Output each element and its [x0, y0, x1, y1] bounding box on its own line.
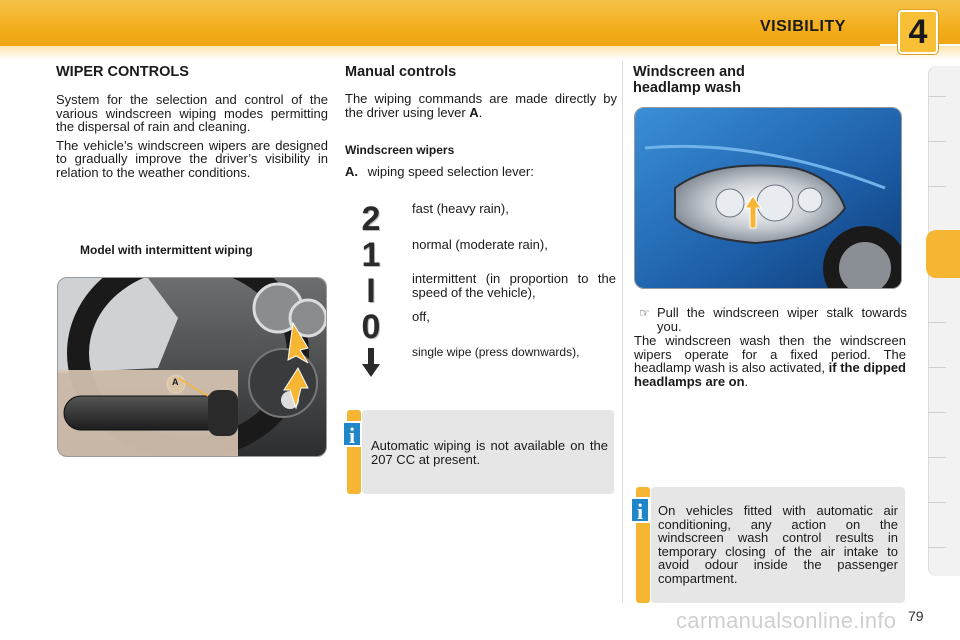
chapter-number: 4 [908, 12, 928, 51]
tab-divider [928, 457, 946, 458]
subheading-windscreen-wipers: Windscreen wipers [345, 143, 455, 157]
mode-row-off [345, 308, 617, 346]
intro-paragraph: System for the selection and control of the various windscreen wiping modes permitting the dispersal of rain and cleaning. [56, 92, 328, 134]
heading-wash [633, 64, 905, 96]
arrow-down-icon [361, 348, 381, 383]
tab-divider [928, 186, 946, 187]
chapter-tab-strip [928, 66, 960, 576]
model-caption: Model with intermittent wiping [80, 243, 253, 257]
heading-wash-line1: Windscreen and [633, 64, 745, 80]
heading-wiper-controls: WIPER CONTROLS [56, 64, 189, 80]
column-divider [622, 62, 623, 602]
headlamp-photo [634, 107, 902, 289]
steering-lever-photo [57, 277, 327, 457]
info-box-automatic-wiping [362, 410, 614, 494]
chapter-tab-active[interactable] [926, 230, 960, 278]
wash-paragraph-bold: if the dipped headlamps are on [634, 360, 906, 389]
info-box-air-intake [651, 487, 905, 603]
page-number: 79 [908, 608, 924, 624]
mode-row-normal [345, 236, 617, 274]
section-title: VISIBILITY [760, 18, 846, 35]
mode-single-wipe-text: single wipe (press downwards), [412, 345, 580, 359]
lever-description [345, 164, 617, 179]
manual-intro-end: . [478, 104, 483, 120]
bullet-pull-stalk-text: Pull the windscreen wiper stalk towards you. [657, 305, 907, 334]
wash-paragraph-text: The windscreen wash then the windscreen wipers operate for a fixed period. The headlamp wash is also activated, [634, 333, 906, 375]
heading-manual-controls: Manual controls [345, 64, 457, 80]
column-wash [633, 64, 905, 96]
design-paragraph: The vehicle’s windscreen wipers are designed to gradually improve the driver’s visibility in relation to the weather conditions. [56, 137, 328, 180]
column-manual-controls [345, 64, 617, 179]
lever-label: A. [345, 164, 358, 179]
lever-callout-letter: A [172, 377, 179, 387]
column-wiper-controls [56, 64, 328, 179]
tab-divider [928, 367, 946, 368]
manual-intro-text: The wiping commands are made directly by the driver using lever [345, 91, 617, 120]
mode-row-single-wipe [345, 346, 617, 380]
pointing-hand-icon: ☞ [639, 306, 650, 320]
mode-row-intermittent [345, 271, 617, 310]
speed-1-glyph: 1 [361, 236, 381, 274]
heading-wash-line2: headlamp wash [633, 80, 741, 96]
off-glyph: 0 [361, 308, 381, 346]
speed-2-glyph: 2 [361, 200, 381, 238]
header-fade [0, 46, 960, 60]
tab-divider [928, 322, 946, 323]
chapter-badge [898, 10, 938, 54]
intermittent-glyph: I [366, 272, 376, 310]
mode-fast-text: fast (heavy rain), [412, 201, 509, 216]
mode-off-text: off, [412, 309, 430, 324]
tab-divider [928, 96, 946, 97]
info-air-intake-text: On vehicles fitted with automatic air conditioning, any action on the windscreen wash control results in temporary closing of the air intake to avoid odour inside the passenger compartment. [658, 503, 898, 586]
tab-divider [928, 547, 946, 548]
watermark: carmanualsonline.info [676, 608, 897, 633]
info-icon: i [630, 497, 650, 523]
info-automatic-wiping-text: Automatic wiping is not available on the 207 CC at present. [371, 438, 608, 467]
wash-paragraph [634, 334, 906, 388]
wash-paragraph-end: . [744, 373, 749, 389]
lever-reference: A [469, 104, 479, 120]
tab-divider [928, 502, 946, 503]
tab-divider [928, 412, 946, 413]
mode-row-fast [345, 200, 617, 238]
manual-intro [345, 92, 617, 119]
info-icon: i [342, 421, 362, 447]
lever-text: wiping speed selection lever: [367, 164, 534, 179]
tab-divider [928, 141, 946, 142]
mode-normal-text: normal (moderate rain), [412, 237, 548, 252]
mode-intermittent-text: intermittent (in proportion to the speed of the vehicle), [412, 271, 616, 300]
